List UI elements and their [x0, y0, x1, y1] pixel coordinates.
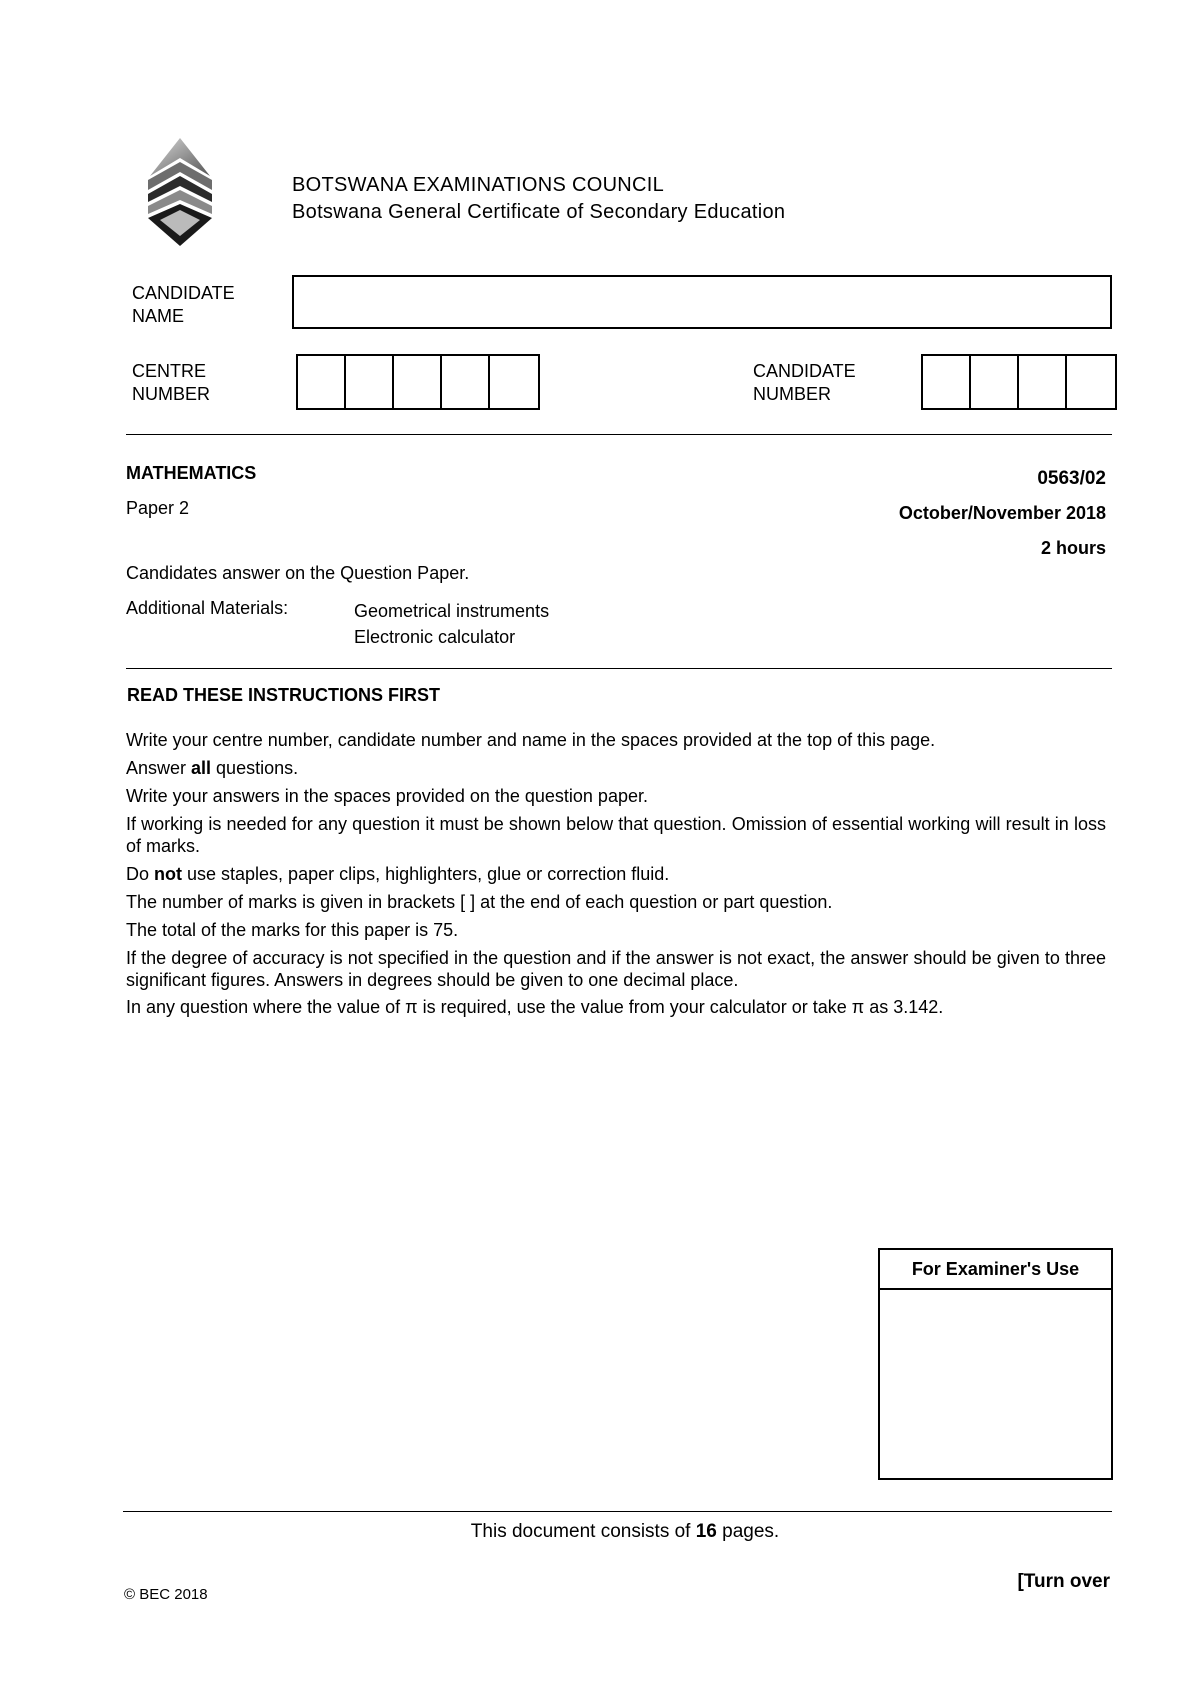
instruction: Write your centre number, candidate number and name in the spaces provided at the top of this page. [126, 730, 936, 750]
instruction: Do not use staples, paper clips, highlighters, glue or correction fluid. [126, 864, 670, 884]
centre-digit-box[interactable] [394, 356, 442, 408]
instruction: Answer all questions. [126, 758, 299, 778]
candidate-name-label: CANDIDATE NAME [132, 283, 235, 326]
certificate-name: Botswana General Certificate of Secondary Education [292, 201, 786, 223]
centre-digit-box[interactable] [490, 356, 538, 408]
examiner-use-box [878, 1248, 1113, 1480]
examiner-use-heading: For Examiner's Use [880, 1250, 1111, 1290]
instructions-heading: READ THESE INSTRUCTIONS FIRST [127, 685, 441, 705]
instruction: If working is needed for any question it must be shown below that question. Omission of essential working will result in loss of marks. [126, 814, 1106, 856]
candidate-name-field[interactable] [292, 275, 1112, 329]
candidate-digit-box[interactable] [971, 356, 1019, 408]
council-name: BOTSWANA EXAMINATIONS COUNCIL [292, 174, 665, 196]
centre-digit-box[interactable] [346, 356, 394, 408]
divider [126, 668, 1112, 669]
candidate-digit-box[interactable] [923, 356, 971, 408]
additional-materials-label: Additional Materials: [126, 598, 289, 618]
copyright: © BEC 2018 [124, 1586, 208, 1603]
paper-number: Paper 2 [126, 498, 190, 518]
candidate-digit-box[interactable] [1067, 356, 1115, 408]
additional-materials-list [354, 598, 549, 650]
page-count-note: This document consists of 16 pages. [470, 1521, 780, 1542]
centre-number-label: CENTRE NUMBER [132, 361, 211, 404]
candidate-number-label: CANDIDATE NUMBER [753, 361, 856, 404]
instructions-list [126, 729, 1106, 1024]
instruction: Write your answers in the spaces provided on the question paper. [126, 786, 648, 806]
paper-code: 0563/02 [1037, 468, 1106, 489]
centre-number-field[interactable] [296, 354, 540, 410]
divider [126, 434, 1112, 435]
instruction: In any question where the value of π is required, use the value from your calculator or take π as 3.142. [126, 997, 944, 1017]
answer-on-note: Candidates answer on the Question Paper. [126, 563, 470, 583]
subject-title: MATHEMATICS [126, 463, 257, 483]
material-item: Electronic calculator [354, 627, 516, 647]
centre-digit-box[interactable] [298, 356, 346, 408]
instruction: If the degree of accuracy is not specified in the question and if the answer is not exact, the answer should be given to three significant figures. Answers in degrees should be given to one decimal place. [126, 948, 1106, 990]
candidate-number-field[interactable] [921, 354, 1117, 410]
divider [123, 1511, 1112, 1512]
instruction: The number of marks is given in brackets [ ] at the end of each question or part question. [126, 892, 833, 912]
exam-duration: 2 hours [1040, 538, 1106, 558]
turn-over: [Turn over [1017, 1571, 1110, 1592]
material-item: Geometrical instruments [354, 601, 550, 621]
candidate-digit-box[interactable] [1019, 356, 1067, 408]
instruction: The total of the marks for this paper is 75. [126, 920, 459, 940]
centre-digit-box[interactable] [442, 356, 490, 408]
bec-logo [140, 136, 220, 248]
exam-session: October/November 2018 [898, 503, 1106, 523]
